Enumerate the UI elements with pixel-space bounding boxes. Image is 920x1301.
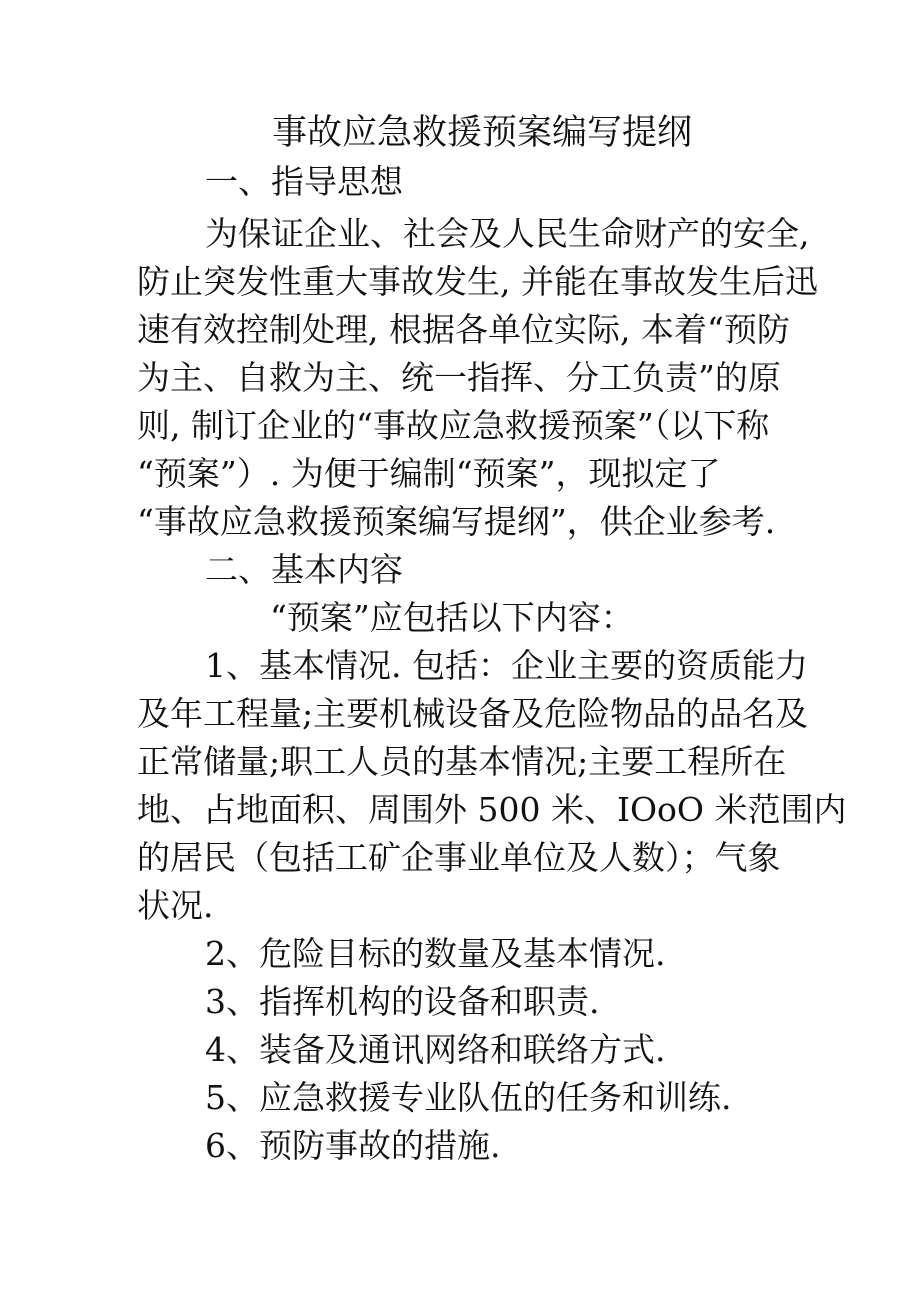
list-item-line: 及年工程量;主要机械设备及危险物品的品名及 — [137, 694, 809, 733]
list-item: 2、危险目标的数量及基本情况. — [205, 934, 666, 973]
list-item: 6、预防事故的措施. — [205, 1126, 501, 1165]
section-intro: “预案”应包括以下内容： — [270, 598, 634, 637]
paragraph-line: “事故应急救援预案编写提纲”，供企业参考. — [137, 502, 776, 541]
paragraph-line: “预案”）. 为便于编制“预案”，现拟定了 — [137, 454, 721, 493]
list-item-line: 状况. — [137, 886, 214, 925]
list-item-line: 的居民（包括工矿企事业单位及人数）；气象 — [137, 838, 781, 877]
section-heading-guiding-thought: 一、指导思想 — [205, 162, 403, 201]
list-item-line: 正常储量;职工人员的基本情况;主要工程所在 — [137, 742, 787, 781]
paragraph-line: 为主、自救为主、统一指挥、分工负责”的原 — [137, 358, 781, 397]
list-item-line: 地、占地面积、周围外 500 米、IOoO 米范围内 — [137, 790, 847, 829]
paragraph-line: 为保证企业、社会及人民生命财产的安全, — [205, 214, 810, 253]
list-item-line: 1、基本情况. 包括：企业主要的资质能力 — [205, 646, 808, 685]
paragraph-line: 则, 制订企业的“事故应急救援预案”（以下称 — [137, 406, 770, 445]
list-item: 5、应急救援专业队伍的任务和训练. — [205, 1078, 732, 1117]
paragraph-line: 速有效控制处理, 根据各单位实际, 本着“预防 — [137, 310, 790, 349]
list-item: 4、装备及通讯网络和联络方式. — [205, 1030, 666, 1069]
document-title: 事故应急救援预案编写提纲 — [272, 113, 693, 153]
list-item: 3、指挥机构的设备和职责. — [205, 982, 600, 1021]
section-heading-basic-content: 二、基本内容 — [205, 550, 403, 589]
paragraph-line: 防止突发性重大事故发生, 并能在事故发生后迅 — [137, 262, 818, 301]
